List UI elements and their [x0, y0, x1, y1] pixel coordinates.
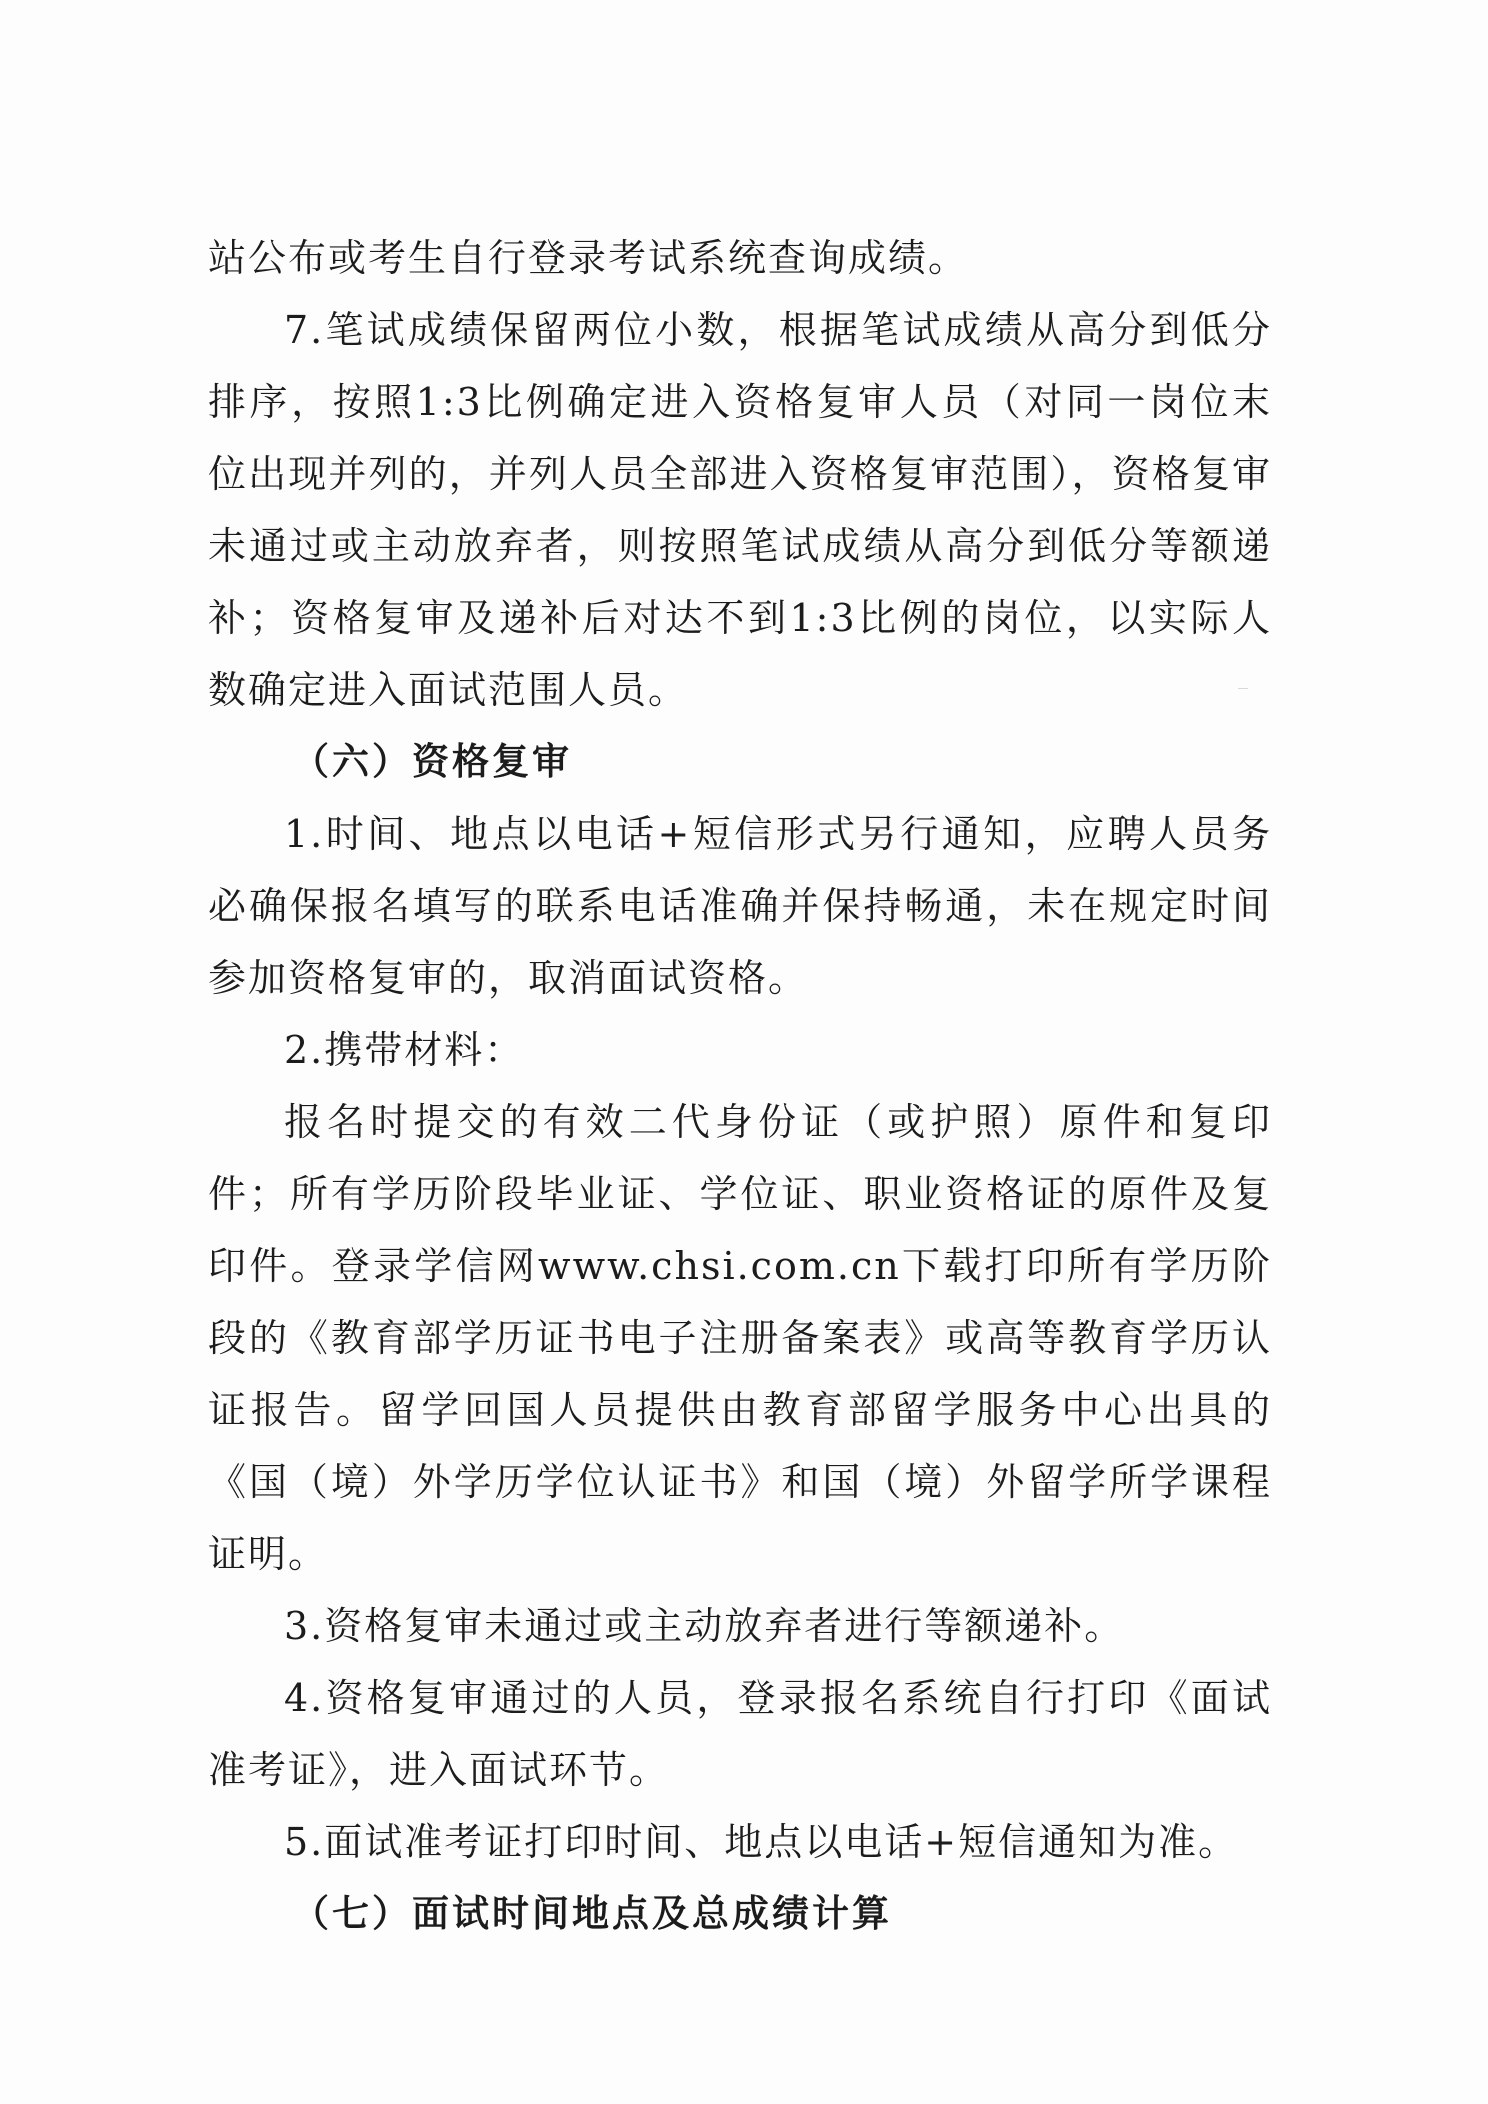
- document-body: [208, 222, 1272, 1950]
- paragraph-item-7-ranking: 7.笔试成绩保留两位小数，根据笔试成绩从高分到低分排序，按照1:3比例确定进入资格复审人员（对同一岗位末位出现并列的，并列人员全部进入资格复审范围），资格复审未通过或主动放弃者，则按照笔试成绩从高分到低分等额递补；资格复审及递补后对达不到1:3比例的岗位，以实际人数确定进入面试范围人员。: [208, 308, 1272, 712]
- section-heading-qualification-review: （六）资格复审: [292, 740, 572, 783]
- paragraph-review-item-5: 5.面试准考证打印时间、地点以电话+短信通知为准。: [284, 1820, 1239, 1864]
- paragraph-review-item-2: 2.携带材料：: [284, 1028, 525, 1072]
- section-heading-interview: （七）面试时间地点及总成绩计算: [292, 1892, 892, 1935]
- paragraph-score-query-continued: 站公布或考生自行登录考试系统查询成绩。: [208, 236, 969, 280]
- paragraph-review-item-4: 4.资格复审通过的人员，登录报名系统自行打印《面试准考证》，进入面试环节。: [208, 1676, 1272, 1792]
- paragraph-review-item-3: 3.资格复审未通过或主动放弃者进行等额递补。: [284, 1604, 1125, 1648]
- paragraph-review-item-1: 1.时间、地点以电话+短信形式另行通知，应聘人员务必确保报名填写的联系电话准确并保持畅通，未在规定时间参加资格复审的，取消面试资格。: [208, 812, 1272, 1000]
- paragraph-required-materials: 报名时提交的有效二代身份证（或护照）原件和复印件；所有学历阶段毕业证、学位证、职业资格证的原件及复印件。登录学信网www.chsi.com.cn下载打印所有学历阶段的《教育部学历证书电子注册备案表》或高等教育学历认证报告。留学回国人员提供由教育部留学服务中心出具的《国（境）外学历学位认证书》和国（境）外留学所学课程证明。: [208, 1100, 1272, 1576]
- scan-artifact: [1238, 688, 1248, 689]
